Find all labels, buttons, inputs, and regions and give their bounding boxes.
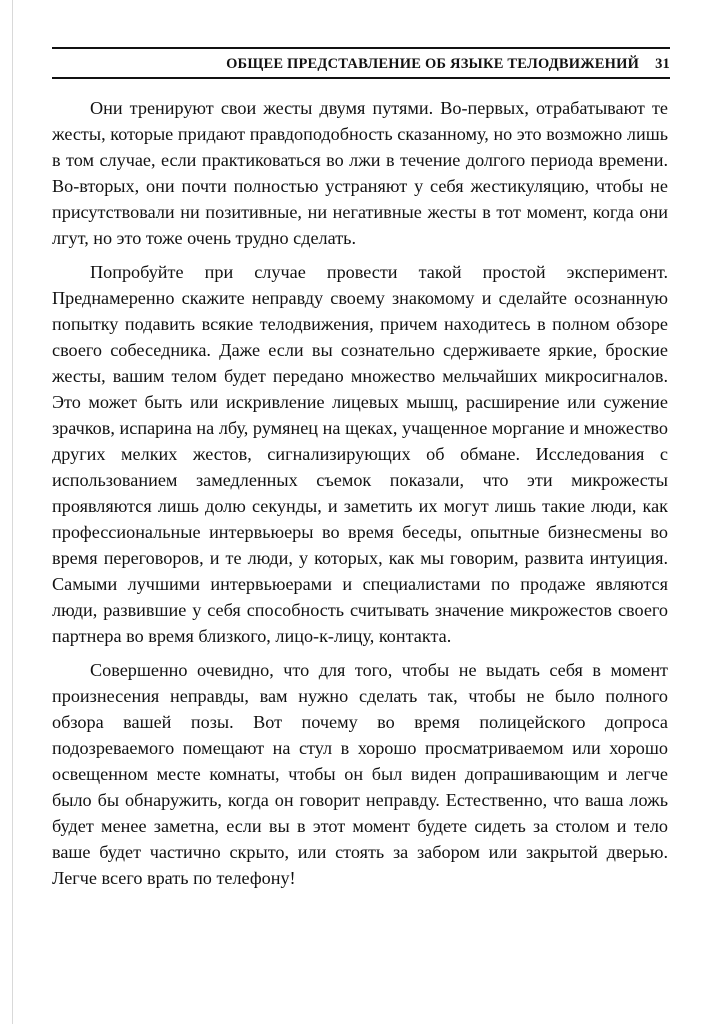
running-title: ОБЩЕЕ ПРЕДСТАВЛЕНИЕ ОБ ЯЗЫКЕ ТЕЛОДВИЖЕНИЙ	[226, 55, 640, 72]
scan-edge-line	[12, 0, 13, 1024]
body-text	[52, 95, 668, 899]
paragraph-2: Попробуйте при случае провести такой простой эксперимент. Преднамеренно скажите неправду своему знакомому и сделайте осознанную попытку подавить всякие телодвижения, причем находитесь в полном обзоре своего собеседника. Даже если вы сознательно сдерживаете яркие, броские жесты, вашим телом будет передано множество мельчайших микросигналов. Это может быть или искривление лицевых мышц, расширение или сужение зрачков, испарина на лбу, румянец на щеках, учащенное моргание и множество других мелких жестов, сигнализирующих об обмане. Исследования с использованием замедленных съемок показали, что эти микрожесты проявляются лишь долю секунды, и заметить их могут лишь такие люди, как профессиональные интервьюеры во время беседы, опытные бизнесмены во время переговоров, и те люди, у которых, как мы говорим, развита интуиция. Самыми лучшими интервьюерами и специалистами по продаже являются люди, развившие у себя способность считывать значение микрожестов своего партнера во время близкого, лицо-к-лицу, контакта.	[52, 262, 668, 646]
header-rule	[52, 77, 670, 79]
top-rule	[52, 47, 670, 49]
paragraph-1: Они тренируют свои жесты двумя путями. Во-первых, отрабатывают те жесты, которые придают правдоподобность сказанному, но это возможно лишь в том случае, если практиковаться во лжи в течение долгого периода времени. Во-вторых, они почти полностью устраняют у себя жестикуляцию, чтобы не присутствовали ни позитивные, ни негативные жесты в тот момент, когда они лгут, но это тоже очень трудно сделать.	[52, 98, 668, 248]
paragraph-3: Совершенно очевидно, что для того, чтобы не выдать себя в момент произнесения неправды, вам нужно сделать так, чтобы не было полного обзора вашей позы. Вот почему во время полицейского допроса подозреваемого помещают на стул в хорошо просматриваемом или хорошо освещенном месте комнаты, чтобы он был виден допрашивающим и легче было бы обнаружить, когда он говорит неправду. Естественно, что ваша ложь будет менее заметна, если вы в этот момент будете сидеть за столом и тело ваше будет частично скрыто, или стоять за забором или закрытой дверью. Легче всего врать по телефону!	[52, 660, 668, 888]
page-header	[52, 52, 670, 76]
page-number: 31	[655, 55, 670, 72]
